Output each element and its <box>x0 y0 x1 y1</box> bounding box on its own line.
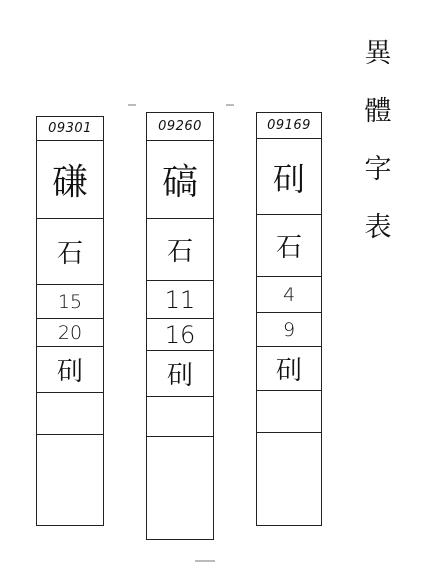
standard-char-cell <box>257 347 321 391</box>
stroke-count-a: 4 <box>282 283 296 306</box>
stroke-count-b: 9 <box>282 318 296 341</box>
standard-char-cell <box>147 351 213 397</box>
variant-char-cell <box>257 139 321 215</box>
stroke-count-a: 15 <box>57 290 83 313</box>
radical-cell <box>147 219 213 281</box>
stroke-count-a: 11 <box>164 285 196 314</box>
radical-char: 石 <box>56 239 83 269</box>
stroke-count-a-cell <box>147 281 213 319</box>
page-title <box>356 40 400 272</box>
variant-card-09260 <box>146 112 214 540</box>
radical-char: 石 <box>166 237 193 267</box>
variant-char-cell <box>147 141 213 219</box>
variant-card-09301 <box>36 116 104 526</box>
card-code <box>147 113 213 141</box>
standard-char: 矵 <box>275 356 302 386</box>
variant-char: 碻 <box>161 162 198 203</box>
stroke-count-b-cell <box>257 313 321 347</box>
title-char: 表 <box>364 212 392 243</box>
radical-char: 石 <box>275 233 302 263</box>
stroke-count-b: 20 <box>57 321 83 344</box>
empty-cell <box>147 397 213 437</box>
empty-cell <box>37 393 103 435</box>
empty-cell <box>37 435 103 525</box>
variant-char-cell <box>37 141 103 219</box>
standard-char: 矵 <box>56 357 83 387</box>
scan-mark <box>195 560 215 562</box>
stroke-count-b-cell <box>37 319 103 347</box>
card-code <box>37 117 103 141</box>
title-char: 字 <box>364 154 392 185</box>
title-char: 體 <box>364 96 392 127</box>
empty-cell <box>147 437 213 539</box>
code-text: 09260 <box>158 119 202 134</box>
variant-char: 磏 <box>51 162 88 203</box>
radical-cell <box>37 219 103 285</box>
radical-cell <box>257 215 321 277</box>
variant-card-09169 <box>256 112 322 526</box>
title-char: 異 <box>364 38 392 69</box>
scan-mark <box>226 104 234 106</box>
stroke-count-b-cell <box>147 319 213 351</box>
stroke-count-a-cell <box>37 285 103 319</box>
standard-char-cell <box>37 347 103 393</box>
scan-mark <box>128 104 136 106</box>
code-text: 09169 <box>267 118 311 133</box>
empty-cell <box>257 391 321 433</box>
variant-char: 矵 <box>272 159 305 198</box>
code-text: 09301 <box>48 121 92 136</box>
card-code <box>257 113 321 139</box>
stroke-count-b: 16 <box>164 320 196 349</box>
stroke-count-a-cell <box>257 277 321 313</box>
standard-char: 矵 <box>166 361 193 391</box>
empty-cell <box>257 433 321 525</box>
